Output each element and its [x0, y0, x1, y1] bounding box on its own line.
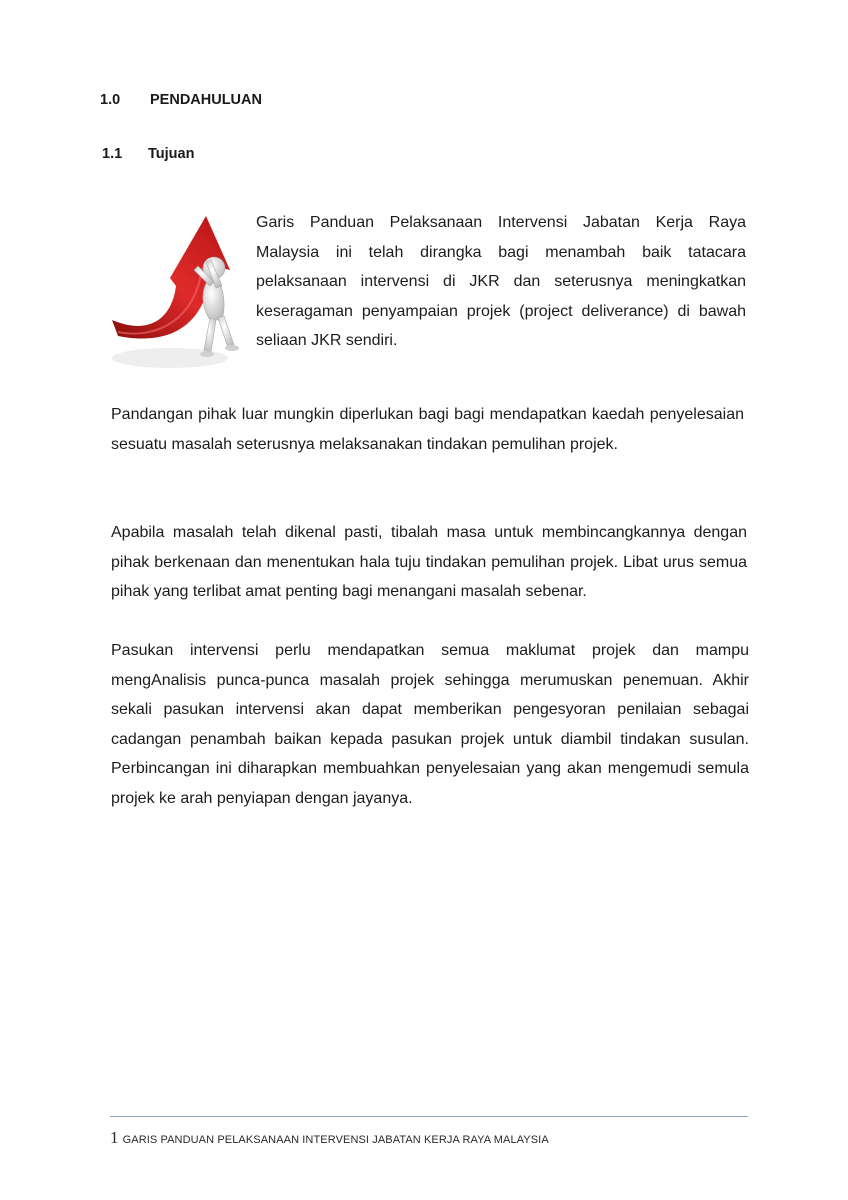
footer-divider [110, 1116, 748, 1117]
subsection-number: 1.1 [102, 146, 123, 162]
footer-title: GARIS PANDUAN PELAKSANAAN INTERVENSI JABATAN KERJA RAYA MALAYSIA [122, 1134, 549, 1146]
section-title: PENDAHULUAN [150, 92, 262, 108]
page-number: 1 [110, 1128, 119, 1147]
subsection-title: Tujuan [148, 146, 195, 162]
subsection-heading [102, 146, 194, 162]
paragraph-problem-identified: Apabila masalah telah dikenal pasti, tibalah masa untuk membincangkannya dengan pihak berkenaan dan menentukan hala tuju tindakan pemulihan projek. Libat urus semua pihak yang terlibat amat penting bagi menangani masalah sebenar. [111, 524, 747, 600]
paragraph-intervention-team: Pasukan intervensi perlu mendapatkan semua maklumat projek dan mampu mengAnalisis punca-punca masalah projek sehingga merumuskan penemuan. Akhir sekali pasukan intervensi akan dapat memberikan pengesyoran penilaian sebagai cadangan penambah baikan kepada pasukan projek untuk diambil tindakan susulan. Perbincangan ini diharapkan membuahkan penyelesaian yang akan mengemudi semula projek ke arah penyiapan dengan jayanya. [111, 642, 749, 807]
figure-pushing-red-arrow-icon [110, 208, 242, 376]
section-number: 1.0 [100, 92, 121, 108]
page-footer [110, 1128, 549, 1148]
intro-paragraph: Garis Panduan Pelaksanaan Intervensi Jabatan Kerja Raya Malaysia ini telah dirangka bagi menambah baik tatacara pelaksanaan intervensi di JKR dan seterusnya meningkatkan keseragaman penyampaian projek (project deliverance) di bawah seliaan JKR sendiri. [256, 214, 746, 349]
section-heading [100, 92, 262, 108]
paragraph-external-view: Pandangan pihak luar mungkin diperlukan bagi bagi mendapatkan kaedah penyelesaian sesuatu masalah seterusnya melaksanakan tindakan pemulihan projek. [111, 406, 744, 453]
